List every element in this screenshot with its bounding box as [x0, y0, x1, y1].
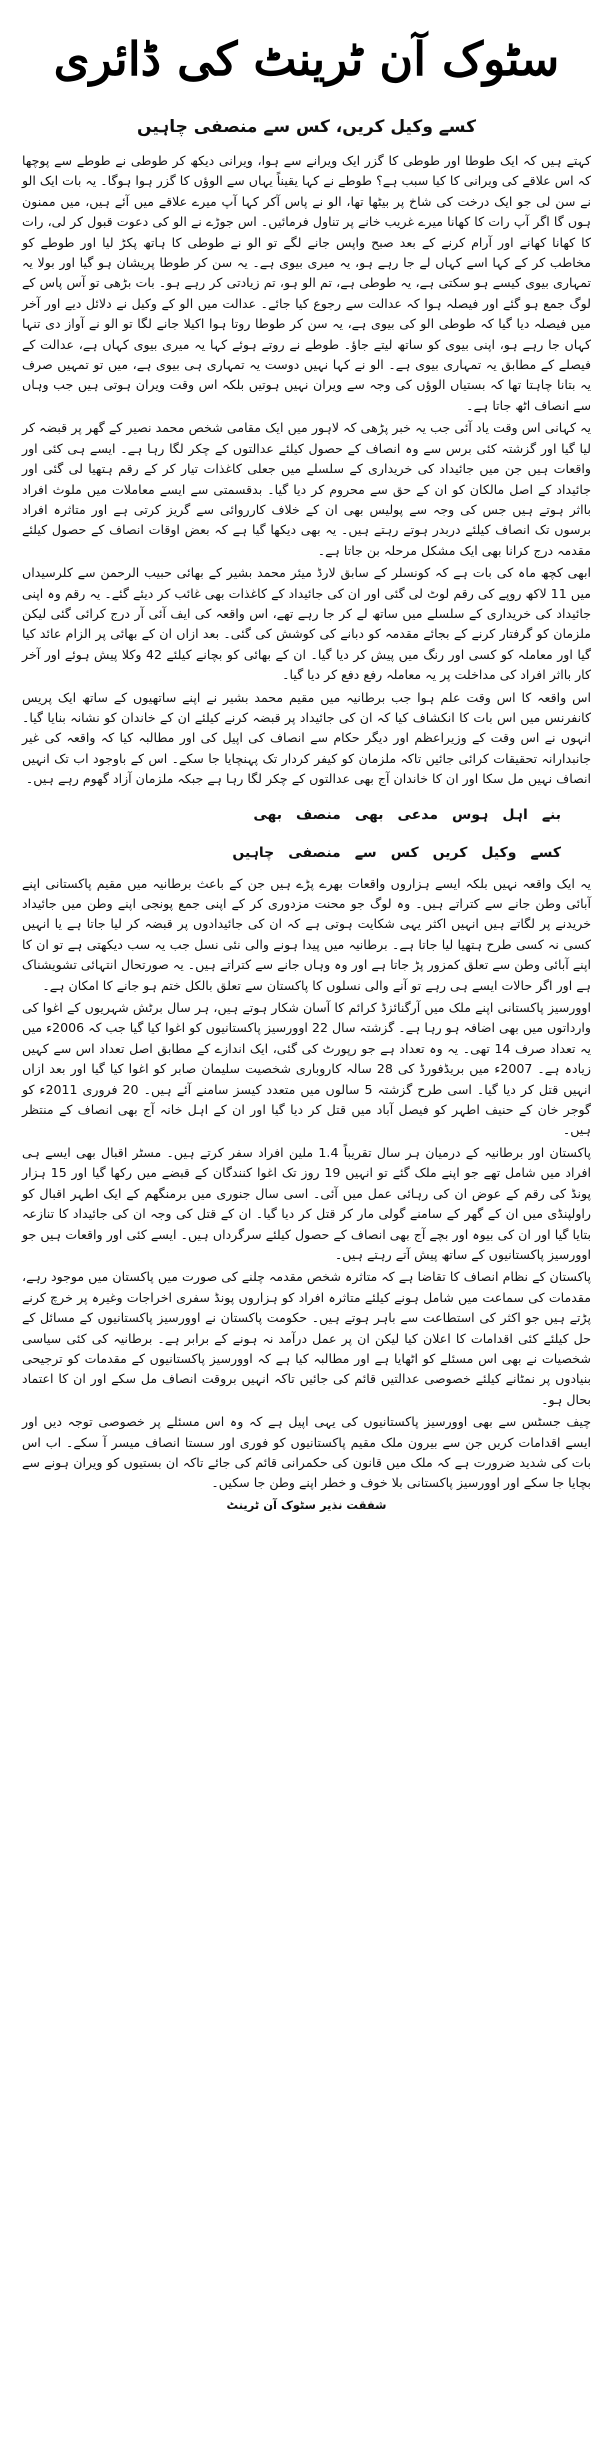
- verse-word: اہل: [502, 806, 528, 823]
- paragraph: کہتے ہیں کہ ایک طوطا اور طوطی کا گزر ایک ویرانے سے ہوا، ویرانی دیکھ کر طوطی نے طوطے سے پوچھا کہ اس علاقے کی ویرانی کا کیا سبب ہے؟ طوطے نے کہا یقیناً یہاں سے الوؤں کا گزر ہوا ہوگا۔ یہ بات ایک الو نے سن لی جو ایک درخت کی شاخ پر بیٹھا تھا، الو نے پاس آکر کہا آپ میرے علاقے میں آئے ہیں، میں ممنون ہوں گا اگر آپ رات کا کھانا میرے غریب خانے پر تناول فرمائیں۔ اس جوڑے نے الو کی دعوت قبول کر لی، رات کا کھانا کھانے اور آرام کرنے کے بعد صبح واپس جانے لگے تو الو نے طوطی کا ہاتھ پکڑ لیا اور طوطے کو مخاطب کر کے کہا اسے کہاں لے جا رہے ہو، یہ میری بیوی ہے۔ یہ سن کر طوطا پریشان ہو گیا اور بولا یہ تمہاری بیوی کیسے ہو سکتی ہے، یہ طوطی ہے، تم الو ہو، تم زیادتی کر رہے ہو۔ بات بڑھی تو آس پاس کے لوگ جمع ہو گئے اور فیصلہ ہوا کہ عدالت سے رجوع کیا جائے۔ عدالت میں الو کے وکیل نے دلائل دیے اور آخر میں فیصلہ دیا گیا کہ طوطی الو کی بیوی ہے، یہ سن کر طوطا روتا ہوا اکیلا جانے لگا تو الو نے آواز دی تنہا کہاں جا رہے ہو، اپنی بیوی کو ساتھ لیتے جاؤ۔ طوطے نے روتے ہوئے کہا یہ میری بیوی کہاں ہے، عدالت کے فیصلے کے مطابق یہ تمہاری بیوی ہے۔ الو نے کہا نہیں دوست یہ تمہاری ہی بیوی ہے، میں تو تمہیں صرف یہ بتانا چاہتا تھا کہ بستیاں الوؤں کی وجہ سے ویران نہیں ہوتیں بلکہ اس وقت ویران ہوتی ہیں جب وہاں سے انصاف اٹھ جاتا ہے۔: [22, 153, 591, 413]
- poetry-interlude-second: [22, 836, 591, 874]
- paragraph: چیف جسٹس سے بھی اوورسیز پاکستانیوں کی یہی اپیل ہے کہ وہ اس مسئلے پر خصوصی توجہ دیں اور ایسے اقدامات کریں جن سے بیرون ملک مقیم پاکستانیوں کو فوری اور سستا انصاف میسر آ سکے۔ اب اس بات کی شدید ضرورت ہے کہ ملک میں قانون کی حکمرانی قائم کی جائے تاکہ ان بستیوں کو ویران ہونے سے بچایا جا سکے اور اوورسیز پاکستانی بلا خوف و خطر اپنے وطن جا سکیں۔: [22, 1414, 591, 1491]
- paragraph: اس واقعہ کا اس وقت علم ہوا جب برطانیہ میں مقیم محمد بشیر نے اپنے ساتھیوں کے ساتھ ایک پریس کانفرنس میں اس بات کا انکشاف کیا کہ ان کی جائیداد پر قبضہ کرنے کیلئے ان کے خاندان کو نشانہ بنایا گیا۔ انہوں نے اس وقت کے وزیراعظم اور دیگر حکام سے انصاف کی اپیل کی اور مطالبہ کیا کہ واقعہ کی غیر جانبدارانہ تحقیقات کرائی جائیں تاکہ ملزمان کو کیفر کردار تک پہنچایا جا سکے۔ اس کے باوجود اب تک انہیں انصاف نہیں مل سکا اور ان کا خاندان آج بھی عدالتوں کے چکر لگا رہا ہے جبکہ ملزمان آزاد گھوم رہے ہیں۔: [22, 689, 591, 787]
- verse-word: کریں: [432, 844, 468, 861]
- article-subtitle: کسے وکیل کریں، کس سے منصفی چاہیں: [137, 117, 476, 137]
- paragraph: پاکستان اور برطانیہ کے درمیان ہر سال تقریباً 1.4 ملین افراد سفر کرتے ہیں۔ مسٹر اقبال بھی ایسے ہی افراد میں شامل تھے جو اپنے ملک گئے تو انہیں 19 روز تک اغوا کنندگان کے قبضے میں رکھا گیا اور 15 ہزار پونڈ کی رقم کے عوض ان کی رہائی عمل میں آئی۔ اسی سال جنوری میں برمنگھم کے ایک اطہر اقبال کو راولپنڈی میں ان کے گھر کے سامنے گولی مار کر قتل کر دیا گیا۔ ان کے قتل کی وجہ ان کی جائیداد کا تنازعہ بتایا گیا اور ان کی بیوہ اور بچے آج بھی انصاف کے حصول کیلئے سرگرداں ہیں۔ ایسے کئی اور واقعات ہیں جو اوورسیز پاکستانیوں کے ساتھ پیش آتے رہتے ہیں۔: [22, 1144, 591, 1262]
- verse-word: منصفی: [288, 844, 341, 861]
- paragraph: اوورسیز پاکستانی اپنے ملک میں آرگنائزڈ کرائم کا آسان شکار ہوتے ہیں، ہر سال برٹش شہریوں کے اغوا کی وارداتوں میں بھی اضافہ ہو رہا ہے۔ گزشتہ سال 22 اوورسیز پاکستانیوں کو اغوا کیا گیا جب کہ 2006ء میں یہ تعداد صرف 14 تھی۔ یہ وہ تعداد ہے جو رپورٹ کی گئی، ایک اندازے کے مطابق اصل تعداد اس سے کہیں زیادہ ہے۔ 2007ء میں بریڈفورڈ کی 28 سالہ کاروباری شخصیت سلیمان صابر کو اغوا کیا گیا اور بعد ازاں انہیں قتل کر دیا گیا۔ اسی طرح گزشتہ 5 سالوں میں متعدد کیسز سامنے آئے ہیں۔ 20 فروری 2011ء کو گوجر خان کے حنیف اطہر کو فیصل آباد میں قتل کر دیا گیا اور ان کے اہل خانہ آج بھی انصاف کے منتظر ہیں۔: [22, 1000, 592, 1138]
- verse-word: ہوس: [452, 806, 489, 823]
- verse-word: وکیل: [481, 844, 517, 861]
- verse-word: چاہیں: [232, 844, 275, 861]
- paragraph: یہ کہانی اس وقت یاد آئی جب یہ خبر پڑھی کہ لاہور میں ایک مقامی شخص محمد نصیر کے گھر پر قبضہ کر لیا گیا اور گزشتہ کئی برس سے وہ انصاف کے حصول کیلئے عدالتوں کے چکر لگا رہا ہے۔ ایسے ہی کئی اور واقعات ہیں جن میں جائیداد کی خریداری کے سلسلے میں جعلی کاغذات تیار کر کے رقم ہتھیا لی گئی اور جائیداد کے اصل مالکان کو ان کے حق سے محروم کر دیا گیا۔ بدقسمتی سے ایسے معاملات میں ملوث افراد بااثر ہوتے ہیں جس کی وجہ سے پولیس بھی ان کے خلاف کارروائی سے گریز کرتی ہے اور متاثرہ افراد برسوں تک انصاف کیلئے دربدر ہوتے رہتے ہیں۔ یہ بھی دیکھا گیا ہے کہ بعض اوقات انصاف کے حصول کیلئے مقدمہ درج کرانا بھی ایک مشکل مرحلہ بن جاتا ہے۔: [22, 420, 591, 558]
- column-title: سٹوک آن ٹرینٹ کی ڈائری: [53, 32, 560, 86]
- author-byline: شفقت نذیر سٹوک آن ٹرینٹ: [226, 1497, 387, 1512]
- verse-line: [232, 836, 561, 870]
- verse-word: مدعی: [397, 806, 438, 823]
- paragraph: پاکستان کے نظام انصاف کا تقاضا ہے کہ متاثرہ شخص مقدمہ چلنے کی صورت میں پاکستان میں موجود رہے، مقدمات کی سماعت میں شامل ہونے کیلئے متاثرہ افراد کو ہزاروں پونڈ سفری اخراجات وغیرہ پر خرچ کرنے پڑتے ہیں جو اکثر کی استطاعت سے باہر ہوتے ہیں۔ حکومت پاکستان نے اوورسیز پاکستانیوں کے مسائل کے حل کیلئے کئی اقدامات کا اعلان کیا لیکن ان پر عمل درآمد نہ ہونے کے برابر ہے۔ برطانیہ کی کئی سیاسی شخصیات نے بھی اس مسئلے کو اٹھایا ہے اور مطالبہ کیا ہے کہ اوورسیز پاکستانیوں کے مقدمات کو ترجیحی بنیادوں پر نمٹانے کیلئے خصوصی عدالتیں قائم کی جائیں تاکہ انہیں بروقت انصاف مل سکے اور ان کا اعتماد بحال ہو۔: [22, 1269, 591, 1407]
- verse-word: بھی: [354, 806, 384, 823]
- verse-word: کس: [390, 844, 419, 861]
- verse-line: [253, 798, 561, 832]
- verse-word: سے: [354, 844, 377, 861]
- article-body-continued: [22, 874, 591, 1494]
- verse-word: منصف: [295, 806, 341, 823]
- paragraph: ابھی کچھ ماہ کی بات ہے کہ کونسلر کے سابق لارڈ میئر محمد بشیر کے بھائی حبیب الرحمن سے کلرسیداں میں 11 لاکھ روپے کی رقم لوٹ لی گئی اور ان کی جائیداد کے کاغذات بھی غائب کر دیئے گئے۔ یہ رقم وہ اپنی جائیداد کی خریداری کے سلسلے میں ساتھ لے کر جا رہے تھے، اس واقعہ کی ایف آئی آر درج کرائی گئی لیکن ملزمان کو گرفتار کرنے کے بجائے مقدمہ کو دبانے کی کوشش کی گئی۔ بعد ازاں ان کے بھائی پر الزام عائد کیا گیا اور معاملہ کو کسی اور رنگ میں پیش کر دیا گیا۔ ان کے بھائی کو بچانے کیلئے 42 وکلا پیش ہوئے اور آخر کار بااثر افراد کی مداخلت پر یہ معاملہ رفع دفع کر دیا گیا۔: [22, 565, 591, 683]
- poetry-interlude: [22, 792, 591, 836]
- verse-word: بھی: [253, 806, 282, 823]
- verse-word: بنے: [541, 806, 561, 823]
- verse-word: کسے: [530, 844, 561, 861]
- article-body: [22, 151, 591, 790]
- paragraph: یہ ایک واقعہ نہیں بلکہ ایسے ہزاروں واقعات بھرے پڑے ہیں جن کے باعث برطانیہ میں مقیم پاکستانی اپنے آبائی وطن جانے سے کتراتے ہیں۔ وہ لوگ جو محنت مزدوری کر کے اپنی جمع پونجی اپنے وطن میں جائیداد خریدنے پر لگاتے ہیں انہیں اکثر یہی شکایت ہوتی ہے کہ ان کی جائیدادوں پر قبضہ کر لیا جاتا ہے یا انہیں کسی نہ کسی طرح ہتھیا لیا جاتا ہے۔ برطانیہ میں پیدا ہونے والی نئی نسل جب یہ سب دیکھتی ہے تو ان کا اپنے آبائی وطن سے تعلق کمزور پڑ جاتا ہے اور وہ وہاں جانے سے کتراتے ہیں۔ یہ صورتحال انتہائی تشویشناک ہے اور اگر حالات ایسے ہی رہے تو آنے والی نسلوں کا پاکستان سے تعلق بالکل ختم ہو جانے کا امکان ہے۔: [22, 875, 591, 993]
